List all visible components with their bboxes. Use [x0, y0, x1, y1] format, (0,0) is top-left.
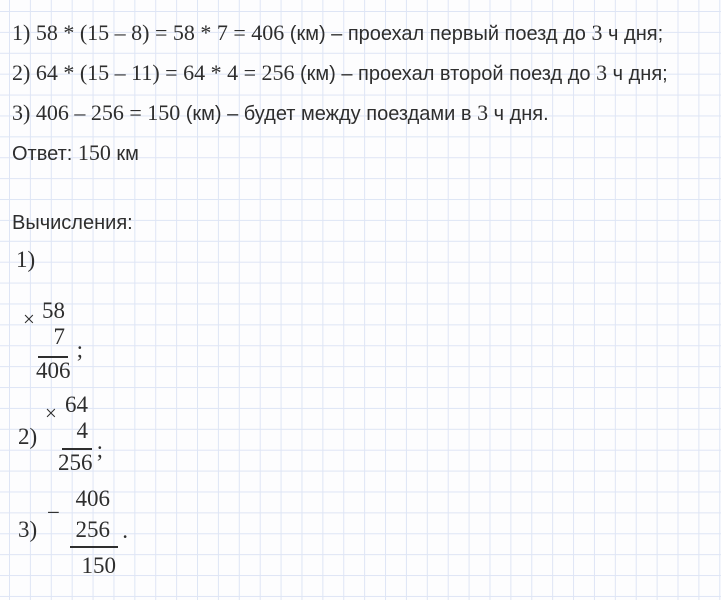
- description-tail: ч дня;: [607, 63, 668, 85]
- calculations-heading: [12, 210, 133, 236]
- semicolon: ;: [76, 337, 83, 362]
- solution-step-2: [12, 60, 668, 87]
- calc-item-label-3: 3): [18, 517, 38, 542]
- time-number: 3: [591, 20, 603, 45]
- time-number: 3: [596, 60, 608, 85]
- calc-item-label-1: 1): [16, 247, 36, 272]
- formula-text: 1) 58 * (15 – 8) = 58 * 7 = 406: [12, 20, 290, 45]
- formula-text: 3) 406 – 256 = 150: [12, 100, 186, 125]
- answer-line: [12, 140, 139, 167]
- description-tail: ч дня;: [602, 23, 664, 45]
- column-multiplication-2: [45, 392, 103, 476]
- column-subtraction: [47, 486, 128, 579]
- multiplicand: 64: [65, 392, 88, 417]
- answer-value: 150: [77, 140, 111, 165]
- horizontal-rule: [70, 546, 118, 548]
- description-text: (км) – проехал второй поезд до: [299, 63, 597, 85]
- description-text: (км) – проехал первый поезд до: [289, 23, 592, 45]
- difference: 150: [81, 553, 116, 578]
- product: 406: [36, 358, 71, 383]
- solution-step-1: [12, 20, 663, 47]
- formula-text: 2) 64 * (15 – 11) = 64 * 4 = 256: [12, 60, 300, 85]
- minuend: 406: [75, 486, 110, 511]
- minus-sign: −: [47, 500, 60, 525]
- period: .: [122, 518, 128, 543]
- multiplication-sign: ×: [23, 307, 35, 331]
- answer-unit: км: [110, 143, 139, 165]
- answer-label: Ответ:: [12, 143, 78, 165]
- multiplier: 4: [76, 418, 88, 443]
- calculations-heading-text: Вычисления:: [12, 212, 133, 234]
- multiplicand: 58: [42, 298, 65, 323]
- semicolon: ;: [96, 437, 103, 462]
- description-tail: ч дня.: [488, 103, 549, 125]
- subtrahend: 256: [75, 517, 110, 542]
- multiplication-sign: ×: [45, 401, 57, 425]
- solution-step-3: [12, 100, 549, 127]
- time-number: 3: [477, 100, 489, 125]
- multiplier: 7: [53, 324, 65, 349]
- column-multiplication-1: [23, 298, 83, 384]
- product: 256: [58, 450, 93, 475]
- description-text: (км) – будет между поездами в: [185, 103, 478, 125]
- calc-item-label-2: 2): [18, 424, 38, 449]
